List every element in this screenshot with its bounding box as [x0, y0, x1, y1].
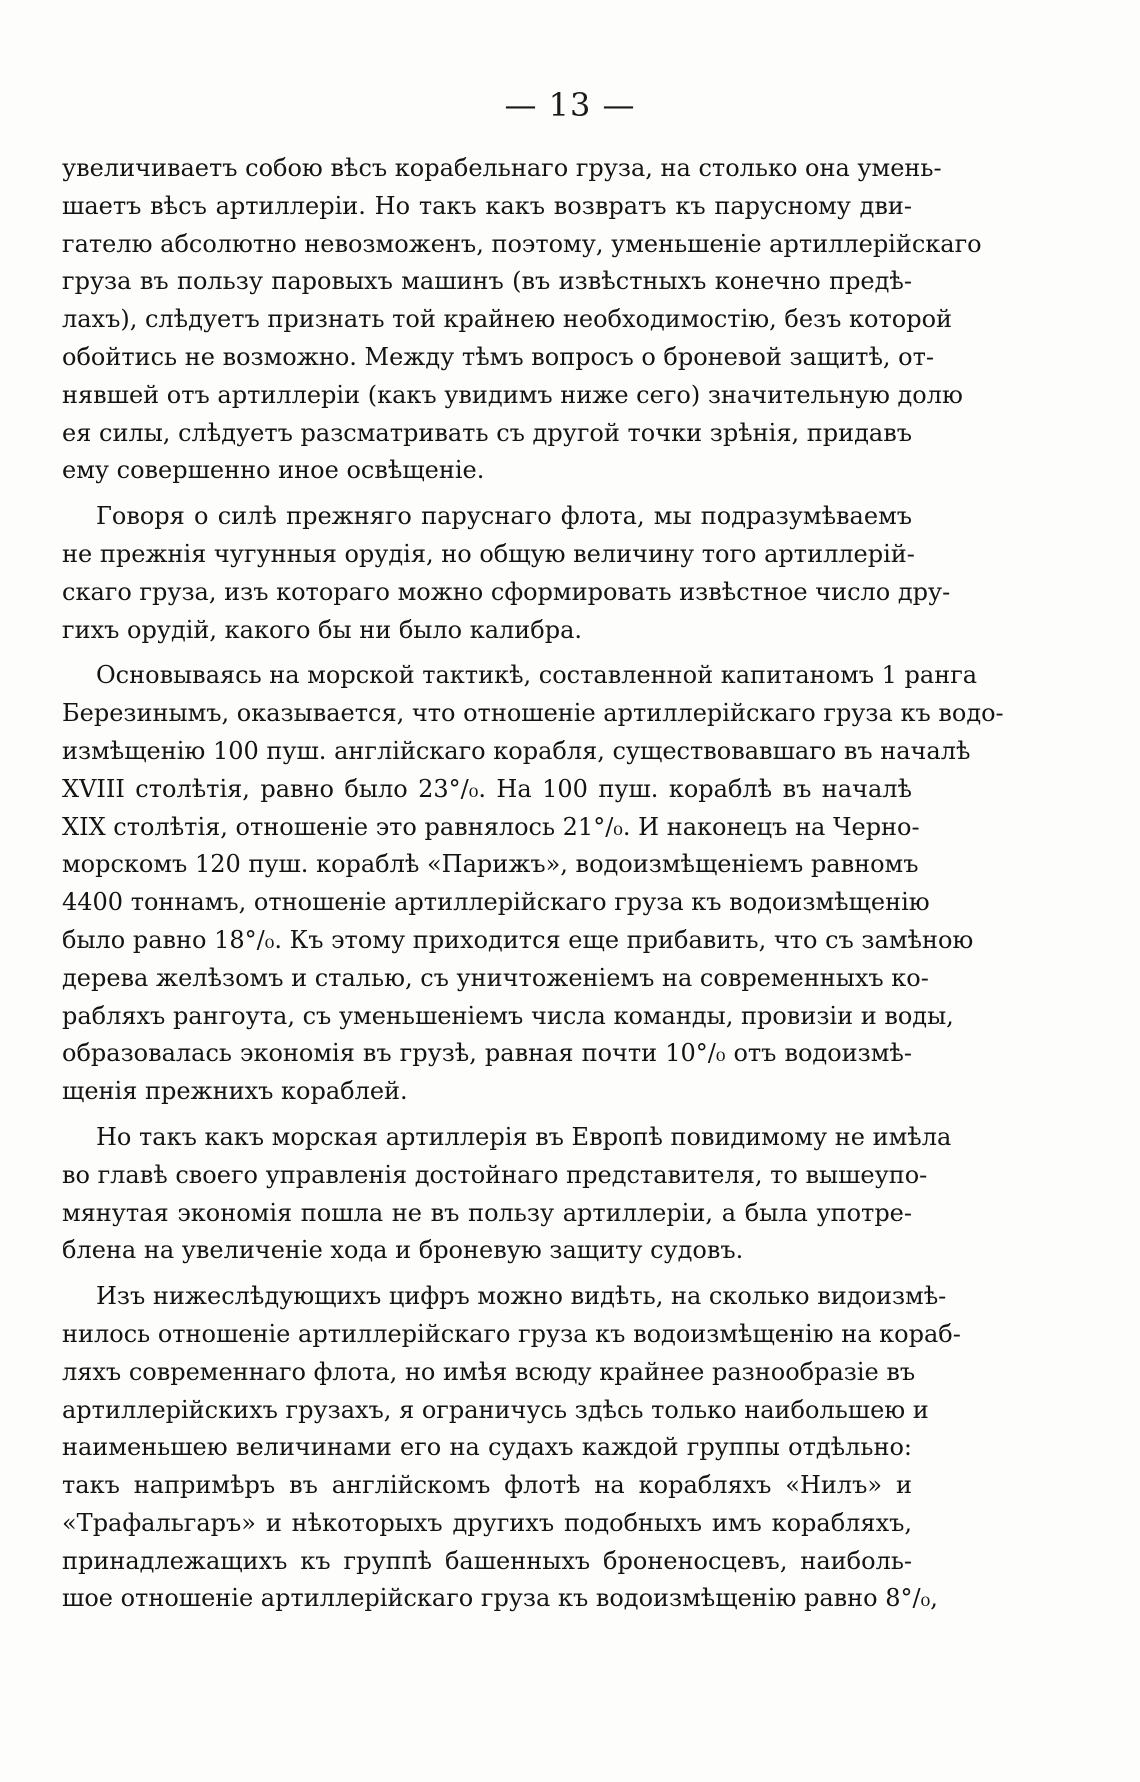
page-number: — 13 — [504, 86, 636, 124]
text-line: нявшей отъ артиллеріи (какъ увидимъ ниже сего) значительную долю [62, 380, 963, 409]
text-line: гихъ орудій, какого бы ни было калибра. [62, 615, 583, 644]
text-line: Изъ нижеслѣдующихъ цифръ можно видѣть, на сколько видоизмѣ- [96, 1282, 947, 1311]
text-line: ея силы, слѣдуетъ разсматривать съ другой точки зрѣнія, придавъ [62, 418, 912, 447]
body-text [62, 150, 1004, 1618]
text-line: ему совершенно иное освѣщеніе. [62, 456, 485, 485]
text-line: ляхъ современнаго флота, но имѣя всюду крайнее разнообразіе въ [62, 1357, 916, 1386]
paragraph [62, 150, 982, 490]
text-line: шаетъ вѣсъ артиллеріи. Но такъ какъ возвратъ къ парусному дви- [62, 191, 912, 220]
text-line: морскомъ 120 пуш. кораблѣ «Парижъ», водоизмѣщеніемъ равномъ [62, 850, 919, 879]
paragraph [62, 657, 1004, 1111]
text-line: дерева желѣзомъ и сталью, съ уничтоженіемъ на современныхъ ко- [62, 963, 929, 992]
text-line: Говоря о силѣ прежняго паруснаго флота, мы подразумѣваемъ [96, 502, 912, 531]
text-line: обойтись не возможно. Между тѣмъ вопросъ о броневой защитѣ, от- [62, 342, 935, 371]
text-line: шое отношеніе артиллерійскаго груза къ водоизмѣщенію равно 8°/₀, [62, 1584, 938, 1613]
text-line: измѣщенію 100 пуш. англійскаго корабля, существовавшаго въ началѣ [62, 736, 971, 765]
text-line: Березинымъ, оказывается, что отношеніе артиллерійскаго груза къ водо- [62, 699, 1004, 728]
text-line: «Трафальгаръ» и нѣкоторыхъ другихъ подобныхъ имъ корабляхъ, [62, 1508, 912, 1537]
text-line: принадлежащихъ къ группѣ башенныхъ броненосцевъ, наиболь- [62, 1546, 912, 1575]
paragraph [62, 1119, 952, 1270]
text-line: мянутая экономія пошла не въ пользу артиллеріи, а была употре- [62, 1198, 912, 1227]
text-line: образовалась экономія въ грузѣ, равная почти 10°/₀ отъ водоизмѣ- [62, 1039, 912, 1068]
text-line: не прежнія чугунныя орудія, но общую величину того артиллерій- [62, 539, 915, 568]
text-line: нилось отношеніе артиллерійскаго груза къ водоизмѣщенію на кораб- [62, 1319, 961, 1348]
text-line: артиллерійскихъ грузахъ, я ограничусь здѣсь только наибольшею и [62, 1395, 929, 1424]
text-line: было равно 18°/₀. Къ этому приходится еще прибавить, что съ замѣною [62, 925, 974, 954]
text-line: наименьшею величинами его на судахъ каждой группы отдѣльно: [62, 1433, 912, 1462]
text-line: щенія прежнихъ кораблей. [62, 1077, 408, 1106]
text-line: гателю абсолютно невозможенъ, поэтому, уменьшеніе артиллерійскаго [62, 229, 982, 258]
text-line: лахъ), слѣдуетъ признать той крайнею необходимостію, безъ которой [62, 305, 953, 334]
text-line: Основываясь на морской тактикѣ, составленной капитаномъ 1 ранга [96, 661, 978, 690]
text-line: увеличиваетъ собою вѣсъ корабельнаго груза, на столько она умень- [62, 154, 942, 182]
text-line: блена на увеличеніе хода и броневую защиту судовъ. [62, 1236, 744, 1265]
text-line: XVIII столѣтія, равно было 23°/₀. На 100 пуш. кораблѣ въ началѣ [62, 774, 912, 803]
text-line: такъ напримѣръ въ англійскомъ флотѣ на корабляхъ «Нилъ» и [62, 1471, 912, 1500]
text-line: скаго груза, изъ котораго можно сформировать извѣстное число дру- [62, 577, 951, 606]
paragraph [62, 1278, 961, 1618]
text-line: 4400 тоннамъ, отношеніе артиллерійскаго груза къ водоизмѣщенію [62, 888, 930, 917]
text-line: во главѣ своего управленія достойнаго представителя, то вышеупо- [62, 1160, 928, 1189]
text-line: груза въ пользу паровыхъ машинъ (въ извѣстныхъ конечно предѣ- [62, 267, 912, 296]
paragraph [62, 498, 951, 649]
text-line: XIX столѣтія, отношеніе это равнялось 21°/₀. И наконецъ на Черно- [62, 812, 920, 841]
text-line: рабляхъ рангоута, съ уменьшеніемъ числа команды, провизіи и воды, [62, 1001, 954, 1030]
text-line: Но такъ какъ морская артиллерія въ Европѣ повидимому не имѣла [96, 1122, 952, 1151]
